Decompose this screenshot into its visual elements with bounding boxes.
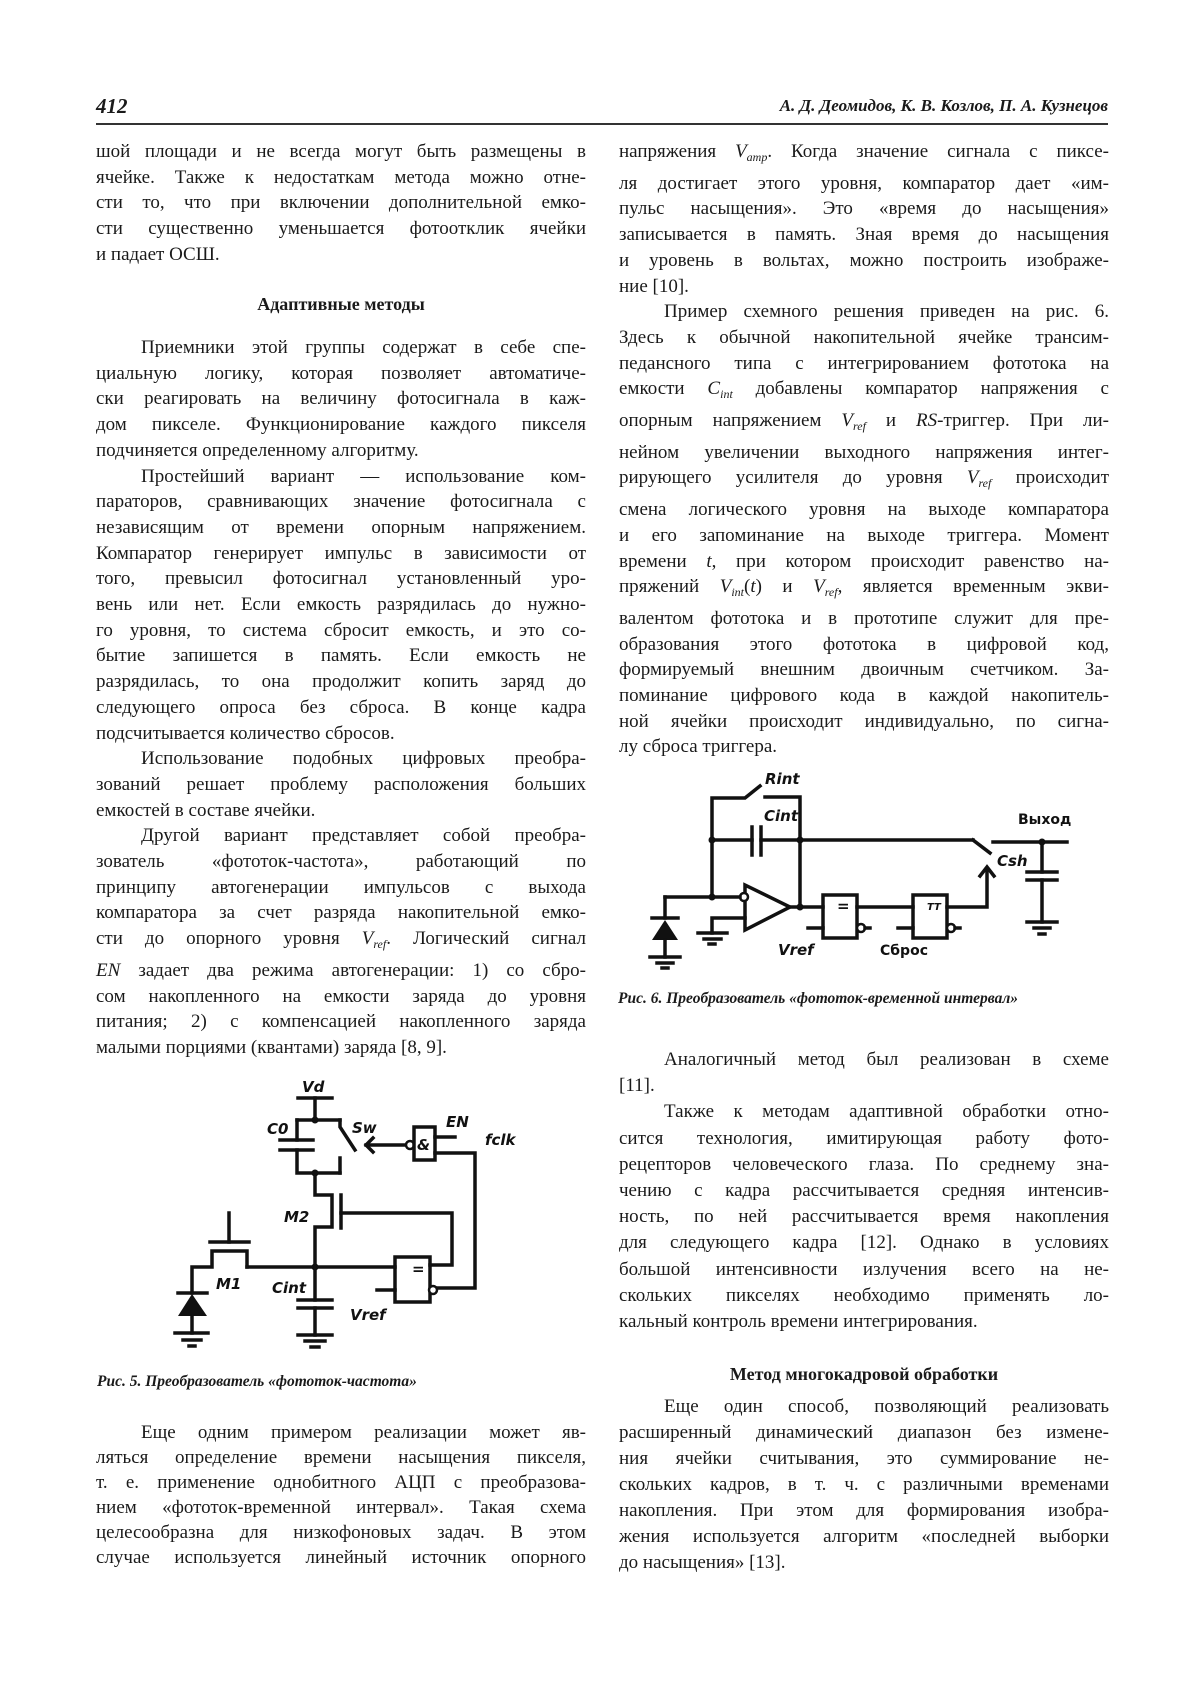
paragraph [619,1394,1109,1576]
comparator [808,895,913,938]
text-line: Пример схемного решения приведен на рис. 6. [664,301,1109,323]
label-rint: Rint [765,770,800,788]
paragraph [619,139,1109,299]
label-c0: C0 [267,1120,289,1138]
running-header-authors: А. Д. Деомидов, К. В. Козлов, П. А. Кузнецов [779,96,1108,115]
text-line: Также к методам адаптивной обработки отно- [664,1101,1109,1123]
text-line: циальную логику, которая позволяет автоматиче- [96,362,586,384]
paragraph [96,335,586,464]
text-line: ной ячейки происходит индивидуально, по сигна- [619,710,1109,732]
text-line: сится технология, имитирующая работу фото- [619,1127,1109,1149]
section-heading-multiframe: Метод многокадровой обработки [729,1364,999,1384]
text-line: и падает ОСШ. [96,243,220,265]
label-csh: Csh [997,852,1028,870]
text-line: и уровень в вольтах, можно построить изображе- [619,249,1109,271]
text-line: пульс насыщения». Это «время до насыщения» [619,198,1109,220]
comparator-label: = [837,897,850,915]
paragraph [619,1099,1109,1335]
node-line [247,1264,395,1271]
text-line: жения используется алгоритм «последней выборки [619,1526,1109,1547]
text-line: чению с кадра рассчитывается средняя интенсив- [619,1180,1109,1202]
label-vd: Vd [302,1078,325,1096]
math-variable: t [750,576,756,598]
transistor-m2 [315,1173,452,1267]
text-line: опорным напряжением $V_{ref}$ и RS-триггер. При ли- [619,410,1109,434]
math-variable: $V_{ref}$ [813,576,838,600]
figure-6-circuit [640,760,1090,980]
text-line: малыми порциями (квантами) заряда [8, 9]. [96,1036,447,1058]
text-line: большой интенсивности излучения всего на не- [619,1258,1109,1280]
figure-6-caption: Рис. 6. Преобразователь «фототок-временной интервал» [618,990,1019,1007]
math-variable: $V_{int}$ [719,576,744,600]
text-line: формируемый внешним двоичным счетчиком. За- [619,659,1109,681]
paragraph [96,823,586,1060]
text-line: питания; 2) с компенсацией накопленного заряда [96,1011,586,1033]
label-vref: Vref [350,1306,386,1324]
text-line: бытие запишется в память. Если емкость не [96,645,586,667]
text-line: вень или нет. Если емкость разрядилась до нужно- [96,594,586,616]
text-line: подчиняется определенному алгоритму. [96,439,419,461]
text-line: следующего опроса без сброса. В конце кадра [96,696,586,718]
text-line: ния ячейки считывания, это суммирование не- [619,1448,1109,1469]
text-line: шой площади и не всегда могут быть размещены в [96,141,586,162]
text-line: Еще одним примером реализации может яв- [141,1422,586,1443]
photodiode [650,897,680,968]
text-line: скольких пикселях необходимо применять ло- [619,1284,1109,1306]
math-variable: t [706,550,712,572]
text-line: записывается в память. Зная время до насыщения [619,224,1109,246]
math-variable: $V_{ref}$ [841,410,866,434]
text-line: того, превысил фотосигнал установленный уро- [96,568,586,590]
text-line: зователь «фототок-частота», работающий по [96,851,586,873]
text-line: до насыщения» [13]. [619,1552,786,1573]
text-line: лу сброса триггера. [619,736,778,758]
label-reset: Сброс [880,943,928,959]
text-line: пряжений $V_{int}(t)$ и $V_{ref}$, является временным экви- [619,576,1109,600]
text-line: нейном увеличении выходного напряжения интег- [619,441,1109,463]
text-line: сти существенно уменьшается фотоотклик ячейки [96,218,586,240]
text-line: компаратора за счет разряда накопительной емко- [96,902,586,924]
text-line: Использование подобных цифровых преобра- [141,748,586,770]
math-variable: $V_{ref}$ [361,928,387,952]
text-line: целесообразна для низкофоновых задач. В этом [96,1522,586,1543]
text-line: параторов, сравнивающих значение фотосигнала с [96,491,586,513]
text-line: Приемники этой группы содержат в себе спе- [141,337,586,358]
section-heading-adaptive: Адаптивные методы [257,294,425,314]
text-line: поминание цифрового кода в каждой накопитель- [619,685,1109,707]
photodiode [175,1293,208,1346]
text-line: т. е. применение однобитного АЦП с преобразова- [96,1472,586,1493]
figure-5-circuit [160,1070,520,1360]
text-line: образования этого фототока в цифровой код, [619,633,1109,655]
text-line: зований решает проблему расположения больших [96,773,586,795]
text-line: емкостей в составе ячейки. [96,799,316,821]
trigger-label: TT [927,902,941,913]
text-line: для следующего кадра [12]. Однако в условиях [619,1232,1109,1254]
label-cint: Cint [764,807,798,825]
paragraph [96,1420,586,1570]
text-line: емкости $C_{int}$ добавлены компаратор напряжения с [619,378,1109,402]
text-line: педансного типа с интегрированием фототока на [619,352,1109,374]
text-line: ние [10]. [619,275,689,297]
math-variable: $V_{ref}$ [966,467,992,491]
label-vref: Vref [778,941,814,959]
text-line: сти до опорного уровня $V_{ref}$. Логический сигнал [96,928,587,952]
text-line: ски реагировать на величину фотосигнала в каж- [96,388,586,410]
text-line: сом накопленного на емкости заряда до уровня [96,985,586,1007]
label-sw: Sw [352,1119,377,1137]
text-line: валентом фототока и в прототипе служит для пре- [619,607,1109,629]
text-line: подсчитывается количество сбросов. [96,722,395,744]
vd-supply [297,1098,340,1124]
label-m1: M1 [216,1275,242,1293]
arrow-icon [366,1138,405,1152]
text-line: ячейке. Также к недостаткам метода можно отне- [96,166,586,188]
text-line: накопления. При этом для формирования изобра- [619,1500,1109,1521]
text-line: расширенный динамический диапазон без измене- [619,1422,1109,1443]
text-line: напряжения $V_{amp}$. Когда значение сигнала с пиксе- [619,141,1109,164]
text-line: сти то, что при включении дополнительной емко- [96,192,586,214]
comparator [377,1257,437,1302]
label-en: EN [446,1113,469,1131]
paragraph-group [619,139,1109,760]
paragraph [96,139,586,268]
label-cint: Cint [272,1279,306,1297]
header-rule [96,123,1108,125]
paragraph-group [619,1047,1109,1335]
label-output: Выход [1018,812,1072,828]
paragraph [619,1047,1109,1099]
paragraph-group [96,335,586,1061]
label-fclk: fclk [485,1131,516,1149]
paragraph [96,746,586,823]
paragraph [96,464,586,747]
page-number: 412 [96,94,128,118]
math-variable: EN [96,959,121,981]
capacitor-cint [709,827,991,855]
capacitor-c0 [280,1120,340,1177]
text-line: смена логического уровня на выходе компаратора [619,499,1109,521]
text-line: Простейший вариант — использование ком- [141,465,586,487]
text-line: нием «фототок-временной интервал». Такая схема [96,1497,586,1518]
text-line: принципу автогенерации импульсов с выхода [96,876,586,898]
text-line: времени t, при котором происходит равенство на- [619,550,1109,572]
text-line: Компаратор генерирует импульс в зависимости от [96,542,586,564]
text-line: рецепторов человеческого глаза. По среднему зна- [619,1153,1109,1175]
text-line: Другой вариант представляет собой преобра- [141,825,586,847]
math-variable: RS [916,410,938,432]
figure-5-caption: Рис. 5. Преобразователь «фототок-частота» [97,1373,417,1390]
text-line: ность, по ней рассчитывается время накопления [619,1206,1109,1228]
text-line: независящим от времени опорным напряжением. [96,516,586,538]
text-line: EN задает два режима автогенерации: 1) со сбро- [96,959,586,981]
text-line: го уровня, то система сбросит емкость, и это со- [96,619,586,641]
text-line: рирующего усилителя до уровня $V_{ref}$ происходит [619,467,1110,491]
rs-trigger [898,867,994,938]
text-line: разрядилась, то она продолжит копить заряд до [96,671,586,693]
text-line: ля достигает этого уровня, компаратор дает «им- [619,172,1109,194]
text-line: и его запоминание на выходе триггера. Момент [619,524,1109,546]
text-line: случае используется линейный источник опорного [96,1547,586,1568]
math-variable: $C_{int}$ [707,378,733,402]
text-line: кальный контроль времени интегрирования. [619,1311,978,1333]
label-m2: M2 [284,1208,310,1226]
and-label: & [417,1136,431,1154]
text-line: дом пикселе. Функционирование каждого пикселя [96,414,586,436]
comparator-label: = [412,1260,425,1278]
text-line: Здесь к обычной накопительной ячейке трансим- [619,326,1109,348]
text-line: Еще один способ, позволяющий реализовать [664,1396,1109,1417]
text-line: скольких кадров, в т. ч. с различными временами [619,1474,1109,1495]
math-variable: $V_{amp}$ [735,141,768,164]
text-line: Аналогичный метод был реализован в схеме [664,1049,1109,1070]
paragraph [619,299,1109,760]
text-line: [11]. [619,1075,655,1097]
text-line: ляться определение времени насыщения пикселя, [96,1447,586,1468]
